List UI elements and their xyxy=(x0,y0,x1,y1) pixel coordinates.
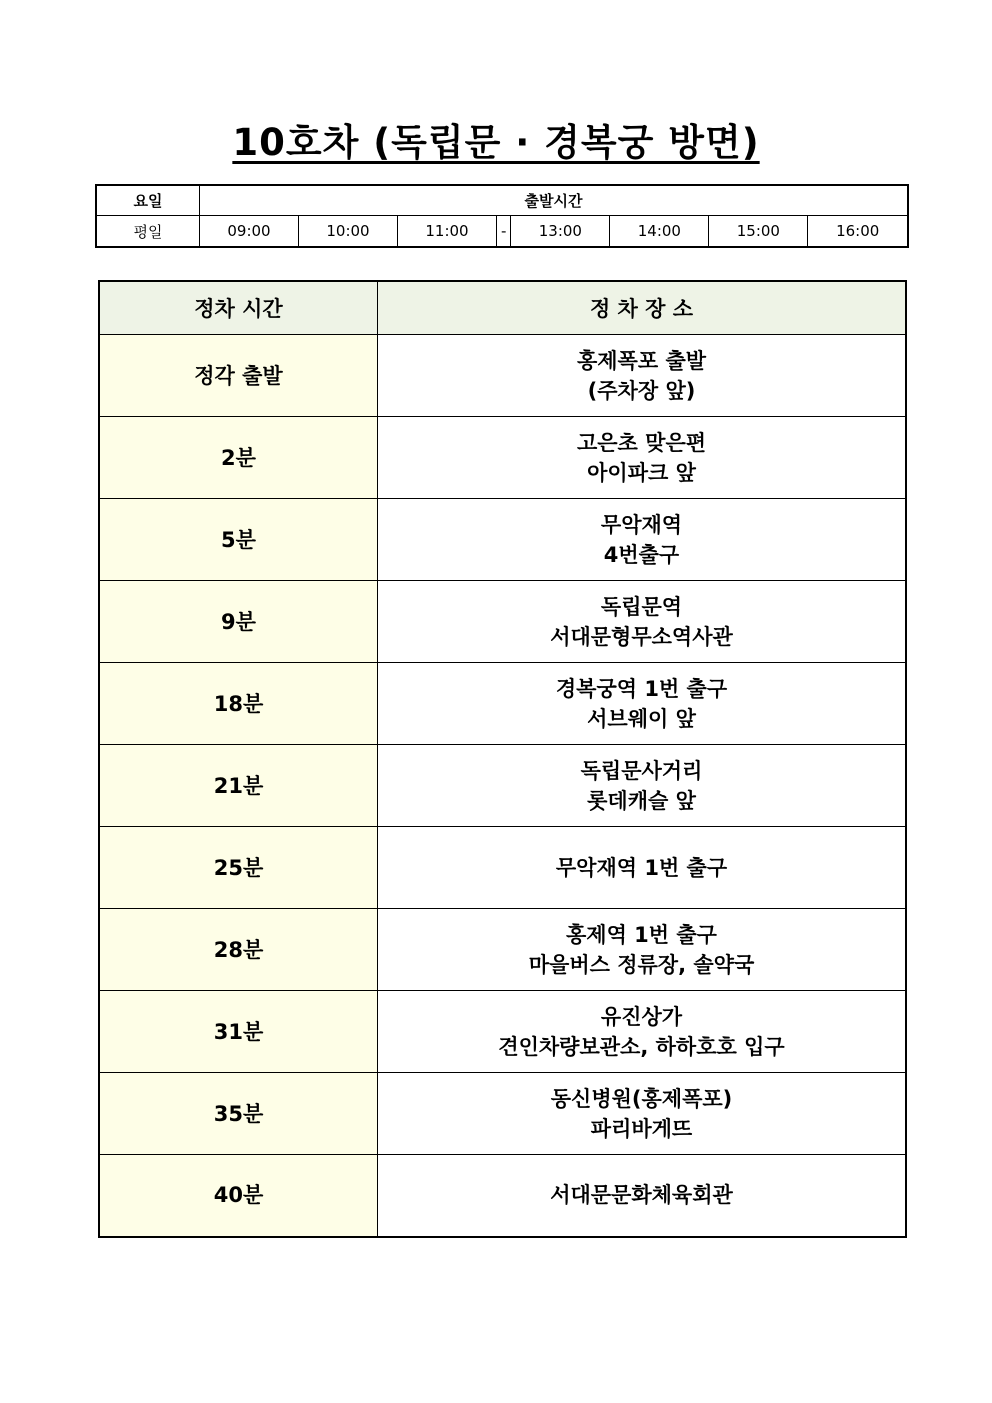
stop-place-line2: (주차장 앞) xyxy=(587,378,696,403)
stop-place-line2: 서브웨이 앞 xyxy=(587,706,696,731)
stop-place-header: 정 차 장 소 xyxy=(378,281,907,335)
table-row xyxy=(99,745,906,827)
stop-time: 정각 출발 xyxy=(99,335,378,417)
stop-place xyxy=(378,581,907,663)
stop-time: 9분 xyxy=(99,581,378,663)
departure-schedule-table xyxy=(95,184,909,248)
table-row xyxy=(99,581,906,663)
table-row xyxy=(99,991,906,1073)
departure-time: 10:00 xyxy=(299,216,398,248)
stop-time: 40분 xyxy=(99,1155,378,1237)
stop-place-line2: 파리바게뜨 xyxy=(590,1116,693,1141)
stop-place-line1: 서대문문화체육회관 xyxy=(550,1183,733,1208)
stop-place xyxy=(378,663,907,745)
stop-place-line1: 무악재역 1번 출구 xyxy=(555,855,728,880)
stop-time-header: 정차 시간 xyxy=(99,281,378,335)
stop-place-line2: 마을버스 정류장, 솔약국 xyxy=(528,952,755,977)
stop-place xyxy=(378,417,907,499)
day-header: 요일 xyxy=(96,185,200,216)
stop-time: 25분 xyxy=(99,827,378,909)
stop-place-line1: 홍제역 1번 출구 xyxy=(566,922,717,947)
stop-place-line2: 서대문형무소역사관 xyxy=(550,624,733,649)
stop-time: 35분 xyxy=(99,1073,378,1155)
stop-place-line2: 롯데캐슬 앞 xyxy=(587,788,696,813)
stop-place-line1: 고은초 맞은편 xyxy=(576,430,707,455)
stop-place-line2: 견인차량보관소, 하하호호 입구 xyxy=(498,1034,785,1059)
stop-place-line1: 동신병원(홍제폭포) xyxy=(550,1086,733,1111)
departure-time: 13:00 xyxy=(511,216,610,248)
stop-place-line1: 독립문역 xyxy=(600,594,683,619)
table-row xyxy=(99,417,906,499)
table-row xyxy=(99,335,906,417)
departure-time-header: 출발시간 xyxy=(200,185,909,216)
table-row xyxy=(99,499,906,581)
stop-place-line1: 무악재역 xyxy=(600,512,683,537)
departure-time: 11:00 xyxy=(398,216,497,248)
title-text: 10호차 (독립문 · 경복궁 방면) xyxy=(232,121,760,164)
table-row xyxy=(99,663,906,745)
stop-place xyxy=(378,745,907,827)
stop-place xyxy=(378,991,907,1073)
stop-place-line1: 경복궁역 1번 출구 xyxy=(555,676,728,701)
stop-place-line2: 아이파크 앞 xyxy=(587,460,696,485)
stop-place-line2: 4번출구 xyxy=(603,542,680,567)
day-weekday: 평일 xyxy=(96,216,200,248)
table-row xyxy=(99,827,906,909)
stop-place xyxy=(378,909,907,991)
stop-place-line1: 홍제폭포 출발 xyxy=(576,348,707,373)
stop-place-line1: 독립문사거리 xyxy=(580,758,703,783)
page-title xyxy=(0,112,992,166)
stop-place xyxy=(378,1155,907,1237)
table-row xyxy=(99,1073,906,1155)
departure-time: 14:00 xyxy=(610,216,709,248)
stop-place xyxy=(378,827,907,909)
table-row xyxy=(99,909,906,991)
stop-time: 21분 xyxy=(99,745,378,827)
stop-time: 31분 xyxy=(99,991,378,1073)
departure-time: 09:00 xyxy=(200,216,299,248)
stop-place xyxy=(378,499,907,581)
stop-time: 5분 xyxy=(99,499,378,581)
stop-place xyxy=(378,335,907,417)
table-row xyxy=(99,1155,906,1237)
departure-time: - xyxy=(497,216,511,248)
departure-time: 16:00 xyxy=(808,216,908,248)
stop-time: 2분 xyxy=(99,417,378,499)
stop-time: 18분 xyxy=(99,663,378,745)
stop-time: 28분 xyxy=(99,909,378,991)
stop-place-line1: 유진상가 xyxy=(600,1004,683,1029)
stops-table xyxy=(98,280,907,1238)
departure-time: 15:00 xyxy=(709,216,808,248)
stop-place xyxy=(378,1073,907,1155)
